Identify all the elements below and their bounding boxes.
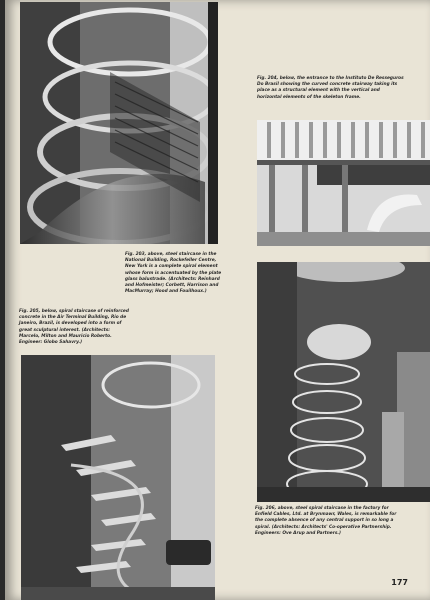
photo-enfield-spiral-staircase: [257, 262, 430, 502]
photo-steel-staircase-rockefeller: [20, 2, 218, 244]
caption-fig-205: Fig. 205, below, spiral staircase of reinforced concrete in the Air Terminal Building, Rio de Janeiro, Brazil, is developed into a form of great sculptural interest. (Architects: Marcelo, Milton and Mauricio Roberto. Engineer: Globo Sahavry.): [19, 309, 129, 346]
page-number: 177: [391, 578, 408, 587]
caption-fig-206: Fig. 206, above, steel spiral staircase in the factory for Enfield Cables, Ltd. at Brynmawr, Wales, is remarkable for the complete absence of any central support in so long a spiral. (Architects: Architects' Co-operative Partnership. Engineers: Ove Arup and Partners.): [255, 506, 397, 536]
caption-fig-204: Fig. 204, below, the entrance to the Instituto De Resseguros Do Brasil showing the curved concrete stairway taking its place as a structural element with the vertical and horizontal elements of the skeleton frame.: [257, 76, 404, 100]
photo-instituto-entrance: [257, 120, 430, 246]
photo-rio-air-terminal-spiral: [21, 355, 215, 600]
caption-fig-203: Fig. 203, above, steel staircase in the National Building, Rockefeller Centre, New York is a complete spiral element whose form is accentuated by the plate glass balustrade. (Architects: Reinhard and Hofmeister; Corbett, Harrison and MacMurray; Hood and Fouilhoux.): [125, 252, 222, 295]
book-page: [5, 0, 430, 600]
